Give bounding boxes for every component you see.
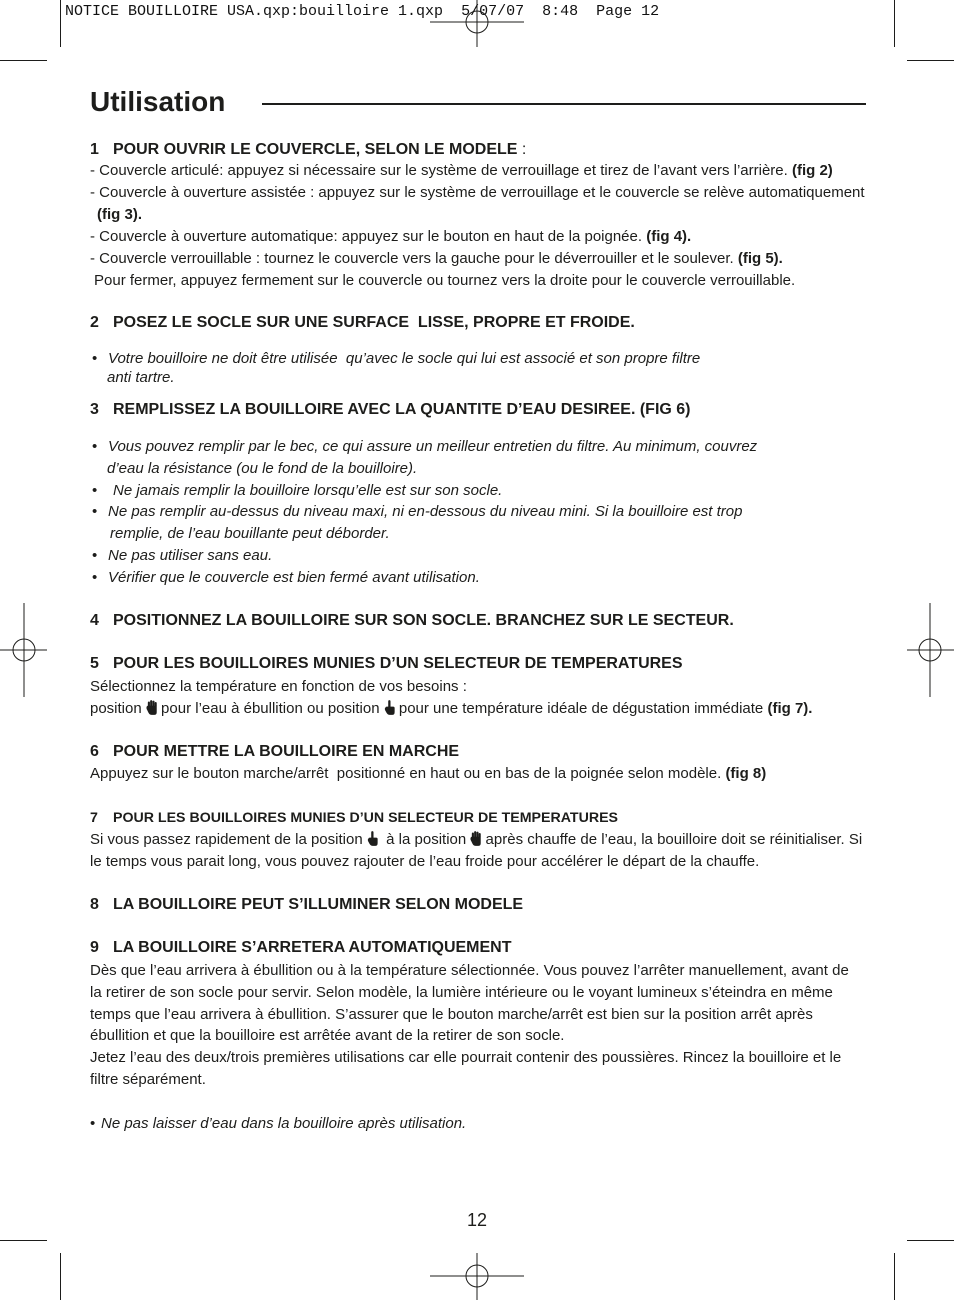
bullet-glyph: • [92,350,98,367]
text-line [90,851,862,873]
section-9-heading [90,937,512,959]
section-5-heading [90,653,683,675]
section-title: POSEZ LE SOCLE SUR UNE SURFACE LISSE, PROPRE ET FROIDE. [113,314,635,331]
bullet-text: Ne jamais remplir la bouilloire lorsqu’elle est sur son socle. [113,481,503,499]
figure-reference: (fig 2) [791,162,833,179]
section-number: 7 [90,810,98,826]
bullet-item [90,567,757,589]
text-line [90,270,865,292]
line-text: le temps vous parait long, vous pouvez rajouter de l’eau froide pour accélérer le départ de la chauffe. [90,853,760,870]
text-line [90,204,865,226]
line-text: pour une température idéale de dégustation immédiate [394,700,768,717]
figure-reference: (fig 8) [725,765,767,782]
text-line [90,982,849,1004]
bullet-glyph: • [92,503,98,521]
bullet-text: Ne pas remplir au-dessus du niveau maxi, ni en-dessous du niveau mini. Si la bouilloire est trop [108,503,743,521]
crop-mark-bottom-right [895,1241,954,1300]
text-line [90,763,766,785]
line-text: Jetez l’eau des deux/trois premières utilisations car elle pourrait contenir des poussières. Rincez la bouilloire et le [90,1049,842,1067]
bullet-item-continuation [90,523,757,545]
bullet-glyph: • [92,481,98,499]
crop-mark-bottom-left [0,1241,61,1300]
line-text: - Couvercle à ouverture assistée : appuyez sur le système de verrouillage et le couvercle se relève automatiquement [90,184,865,201]
line-text: temps que l’eau arrivera à ébullition. S’assurer que le bouton marche/arrêt est bien sur la position arrêt après [90,1005,813,1023]
line-text: - Couvercle verrouillable : tournez le couvercle vers la gauche pour le déverrouiller et le soulever. [90,250,738,267]
line-text: filtre séparément. [90,1070,206,1088]
bullet-glyph: • [92,546,98,564]
bullet-glyph: • [92,438,98,455]
section-title: LA BOUILLOIRE PEUT S’ILLUMINER SELON MODELE [113,896,524,913]
bullet-item [90,436,757,458]
section-5-body [90,676,812,720]
line-text: Si vous passez rapidement de la position [90,831,367,848]
text-line [90,248,865,270]
section-1-heading [90,139,526,161]
section-number: 1 [90,141,99,158]
bullet-item [90,501,757,523]
section-title: POUR OUVRIR LE COUVERCLE, SELON LE MODELE [113,141,518,158]
bullet-text: Ne pas utiliser sans eau. [108,546,273,564]
section-number: 6 [90,743,99,760]
section-6-body [90,763,766,785]
bullet-text: Ne pas laisser d’eau dans la bouilloire après utilisation. [101,1115,467,1132]
section-title: POUR LES BOUILLOIRES MUNIES D’UN SELECTEUR DE TEMPERATURES [113,655,683,672]
crop-mark-top-left [0,0,61,61]
section-9-body [90,960,849,1091]
section-number: 9 [90,939,99,956]
bullet-item [90,545,757,567]
section-number: 5 [90,655,99,672]
section-1-body [90,160,865,292]
section-number: 2 [90,314,99,331]
page-title: Utilisation [90,86,226,117]
text-line [90,182,865,204]
registration-mark-right [907,603,954,697]
line-text: Appuyez sur le bouton marche/arrêt positionné en haut ou en bas de la poignée selon modèle. [90,765,726,782]
line-text: à la position [377,831,471,848]
line-text: Dès que l’eau arrivera à ébullition ou à la température sélectionnée. Vous pouvez l’arrêter manuellement, avant de [90,962,849,979]
section-2-bullets [90,349,700,387]
bullet-text: Vérifier que le couvercle est bien fermé avant utilisation. [108,568,480,586]
section-title: LA BOUILLOIRE S’ARRETERA AUTOMATIQUEMENT [113,939,512,956]
line-text: - Couvercle articulé: appuyez si nécessaire sur le système de verrouillage et tirez de l’avant vers l’arrière. [90,162,792,179]
section-title: REMPLISSEZ LA BOUILLOIRE AVEC LA QUANTITE D’EAU DESIREE. (FIG 6) [113,401,691,418]
text-line [90,698,812,720]
text-line [90,829,862,851]
bullet-text: Vous pouvez remplir par le bec, ce qui assure un meilleur entretien du filtre. Au minimum, couvrez [108,438,758,455]
closing-note [90,1113,466,1135]
section-3-bullets [90,436,757,589]
bullet-text: remplie, de l’eau bouillante peut déborder. [110,525,390,543]
line-text: position [90,700,146,717]
hand-pointing-icon [367,831,378,846]
bullet-item-continuation [90,458,757,480]
bullet-text: Votre bouilloire ne doit être utilisée qu’avec le socle qui lui est associé et son propre filtre [108,350,701,367]
text-line [90,160,865,182]
section-title-colon: : [517,141,527,158]
section-4-heading [90,610,734,632]
text-line [90,1069,849,1091]
figure-reference: (fig 5). [737,250,783,267]
crop-mark-top-right [895,0,954,61]
bullet-item-continuation [90,368,700,387]
line-text: après chauffe de l’eau, la bouilloire doit se réinitialiser. Si [481,831,863,848]
bullet-glyph: • [90,1115,96,1132]
hand-fist-icon [470,831,481,846]
section-number: 8 [90,896,99,913]
line-text: Sélectionnez la température en fonction de vos besoins : [90,678,467,695]
section-6-heading [90,741,459,763]
text-line [90,1025,849,1047]
section-7-body [90,829,862,873]
line-text: ébullition et que la bouilloire est arrêtée avant de la retirer de son socle. [90,1027,565,1045]
section-title: POSITIONNEZ LA BOUILLOIRE SUR SON SOCLE. BRANCHEZ SUR LE SECTEUR. [113,612,734,629]
bullet-item [90,1113,466,1135]
section-title: POUR LES BOUILLOIRES MUNIES D’UN SELECTEUR DE TEMPERATURES [113,810,619,826]
line-text: Pour fermer, appuyez fermement sur le couvercle ou tournez vers la droite pour le couvercle verrouillable. [94,272,796,289]
registration-mark-bottom [430,1253,524,1300]
text-line [90,676,812,698]
page-number: 12 [466,1210,488,1230]
registration-mark-left [0,603,47,697]
section-3-heading [90,399,691,421]
print-file-slug: NOTICE BOUILLOIRE USA.qxp:bouilloire 1.qxp 5/07/07 8:48 Page 12 [65,3,660,20]
section-8-heading [90,894,523,916]
hand-pointing-icon [384,700,395,715]
section-title: POUR METTRE LA BOUILLOIRE EN MARCHE [113,743,460,760]
bullet-glyph: • [92,568,98,586]
line-text: pour l’eau à ébullition ou position [156,700,384,717]
text-line [90,1004,849,1026]
bullet-text: anti tartre. [107,369,175,386]
section-7-heading [90,807,618,829]
line-text: la retirer de son socle pour servir. Selon modèle, la lumière intérieure ou le voyant lumineux s’éteindra en même [90,983,833,1001]
title-rule [262,103,866,105]
hand-fist-icon [146,700,157,715]
line-text: - Couvercle à ouverture automatique: appuyez sur le bouton en haut de la poignée. [90,228,647,245]
figure-reference: (fig 7). [767,700,813,717]
figure-reference: (fig 3). [97,206,142,223]
bullet-item [90,349,700,368]
figure-reference: (fig 4). [646,228,692,245]
section-2-heading [90,312,635,334]
section-number: 3 [90,401,99,418]
bullet-text: d’eau la résistance (ou le fond de la bouilloire). [107,459,418,477]
text-line [90,960,849,982]
text-line [90,226,865,248]
section-number: 4 [90,612,99,629]
text-line [90,1047,849,1069]
bullet-item [90,480,757,502]
